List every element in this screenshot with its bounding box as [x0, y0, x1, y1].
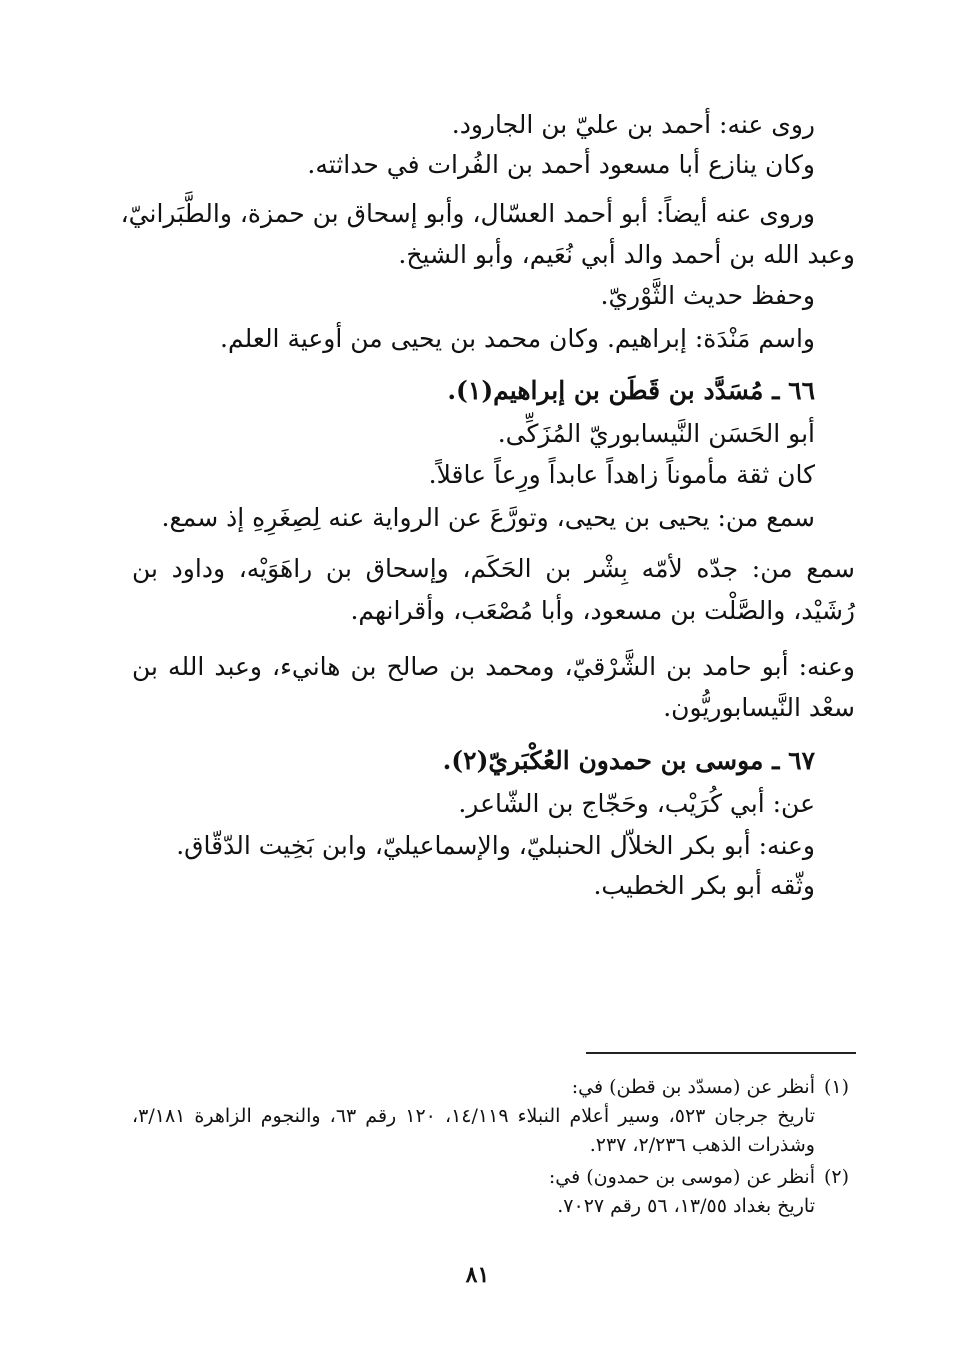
text-line: أبو الحَسَن النَّيسابوريّ المُزَكِّى. [497, 419, 815, 448]
text-line: رُشَيْد، والصَّلْت بن مسعود، وأبا مُصْعَب، وأقرانهم. [350, 596, 855, 625]
text-line: وعنه: أبو بكر الخلاّل الحنبليّ، والإسماعيليّ، وابن بَخِيت الدّقّاق. [176, 831, 815, 860]
text-line: سمع من: جدّه لأمّه بِشْر بن الحَكَم، وإسحاق بن راهَوَيْه، وداود بن [132, 554, 855, 583]
entry-heading: ٦٦ ـ مُسَدَّد بن قَطَن بن إبراهيم(١). [447, 376, 815, 405]
footnote-text: تاريخ بغداد ١٣/٥٥، ٥٦ رقم ٧٠٢٧. [557, 1195, 815, 1217]
footnote-divider [586, 1052, 856, 1054]
footnote-text: أنظر عن (مسدّد بن قطن) في: [571, 1076, 815, 1098]
text-line: وعنه: أبو حامد بن الشَّرْقيّ، ومحمد بن صالح بن هانيء، وعبد الله بن [132, 652, 855, 681]
text-line: كان ثقة مأموناً زاهداً عابداً ورِعاً عاقلاً. [428, 460, 815, 489]
footnote-text: وشذرات الذهب ٢/٢٣٦، ٢٣٧. [589, 1134, 815, 1156]
text-line: وثّقه أبو بكر الخطيب. [593, 871, 815, 900]
page-number: ٨١ [465, 1262, 490, 1288]
text-line: وكان ينازع أبا مسعود أحمد بن الفُرات في حداثته. [307, 150, 815, 179]
entry-heading: ٦٧ ـ موسى بن حمدون العُكْبَريّ(٢). [442, 746, 815, 775]
text-line: سمع من: يحيى بن يحيى، وتورَّعَ عن الرواية عنه لِصِغَرِهِ إذ سمع. [161, 503, 815, 532]
text-line: واسم مَنْدَة: إبراهيم. وكان محمد بن يحيى من أوعية العلم. [220, 324, 815, 353]
footnote-number: (٢) [823, 1166, 849, 1188]
text-line: عن: أبي كُرَيْب، وحَجّاج بن الشّاعر. [458, 789, 815, 818]
text-line: روى عنه: أحمد بن عليّ بن الجارود. [451, 110, 815, 139]
footnote-text: أنظر عن (موسى بن حمدون) في: [548, 1166, 815, 1188]
text-line: وروى عنه أيضاً: أبو أحمد العسّال، وأبو إسحاق بن حمزة، والطَّبَرانيّ، [120, 199, 815, 228]
text-line: وحفظ حديث الثَّوْريّ. [600, 281, 815, 310]
footnote-text: تاريخ جرجان ٥٢٣، وسير أعلام النبلاء ١٤/١١٩، ١٢٠ رقم ٦٣، والنجوم الزاهرة ٣/١٨١، [132, 1105, 816, 1127]
text-line: سعْد النَّيسابوريُّون. [663, 693, 855, 722]
text-line: وعبد الله بن أحمد والد أبي نُعَيم، وأبو الشيخ. [398, 240, 855, 269]
footnote-number: (١) [823, 1076, 849, 1098]
